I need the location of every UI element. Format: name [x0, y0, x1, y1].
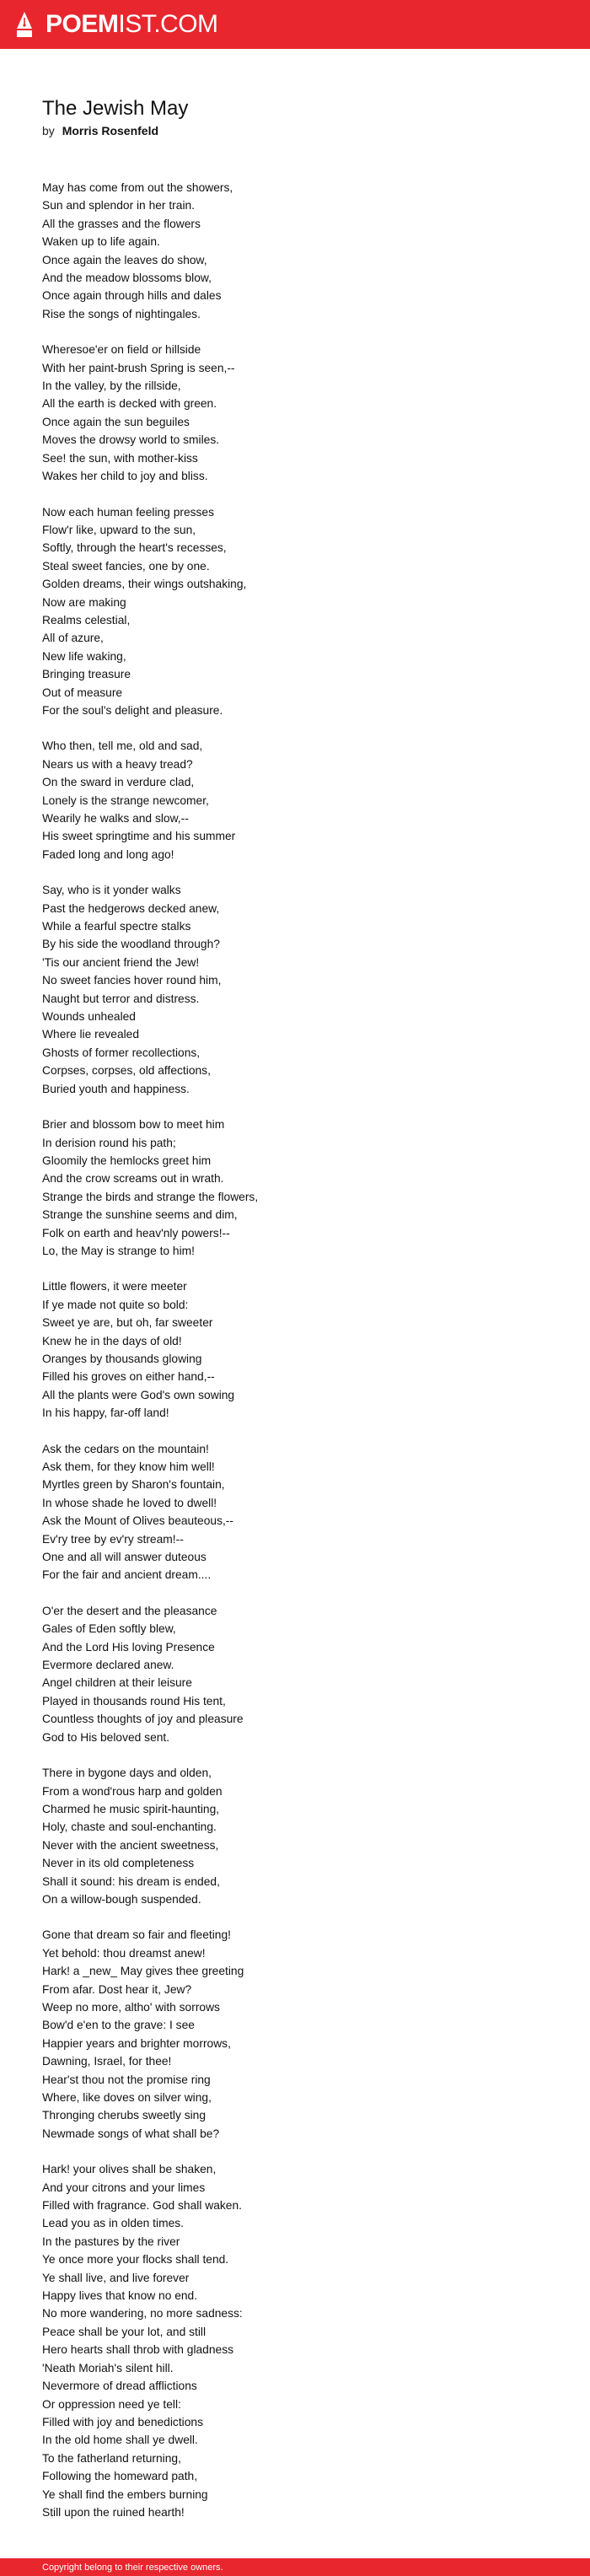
poem-line: Softly, through the heart's recesses,	[42, 541, 227, 555]
poem-line: Thronging cherubs sweetly sing	[42, 2109, 206, 2122]
poem-line: Faded long and long ago!	[42, 847, 174, 861]
poem-line: Flow'r like, upward to the sun,	[42, 523, 196, 536]
poem-line: To the fatherland returning,	[42, 2451, 181, 2465]
poem-line: All of azure,	[42, 632, 104, 645]
site-logo[interactable]	[15, 10, 218, 39]
poem-stanza	[42, 1764, 548, 1908]
poem-line: Ye once more your flocks shall tend.	[42, 2253, 229, 2267]
poem-stanza	[42, 2160, 548, 2521]
poem-line: In his happy, far-off land!	[42, 1406, 169, 1420]
poem-line: Sun and splendor in her train.	[42, 199, 196, 212]
poem-line: Who then, tell me, old and sad,	[42, 739, 203, 753]
poem-line: And the Lord His loving Presence	[42, 1640, 215, 1654]
poem-line: Golden dreams, their wings outshaking,	[42, 578, 247, 591]
poem-line: In the pastures by the river	[42, 2235, 180, 2248]
poem-line: Wearily he walks and slow,--	[42, 812, 189, 825]
poem-line: On the sward in verdure clad,	[42, 776, 195, 789]
poem-line: 'Tis our ancient friend the Jew!	[42, 955, 200, 969]
poem-line: Filled with fragrance. God shall waken.	[42, 2199, 242, 2213]
copyright-text: Copyright belong to their respective owners.	[42, 2562, 223, 2573]
poem-line: Bow'd e'en to the grave: I see	[42, 2019, 195, 2032]
poem-line: Ask them, for they know him well!	[42, 1460, 215, 1473]
poem-line: Still upon the ruined hearth!	[42, 2505, 185, 2519]
poem-line: God to His beloved sent.	[42, 1730, 170, 1744]
poem-stanza	[42, 1116, 548, 1260]
poem-line: While a fearful spectre stalks	[42, 920, 191, 933]
poem-line: Strange the sunshine seems and dim,	[42, 1208, 238, 1222]
poem-line: Never with the ancient sweetness,	[42, 1838, 219, 1852]
poem-line: By his side the woodland through?	[42, 938, 220, 951]
poem-line: Hear'st thou not the promise ring	[42, 2073, 211, 2086]
poem-line: Or oppression need ye tell:	[42, 2397, 181, 2411]
poem-line: May has come from out the showers,	[42, 181, 233, 194]
poem-line: No sweet fancies hover round him,	[42, 974, 222, 987]
poem-line: Wakes her child to joy and bliss.	[42, 470, 208, 483]
poem-line: Steal sweet fancies, one by one.	[42, 559, 210, 573]
poem-line: Say, who is it yonder walks	[42, 884, 181, 897]
poem-line: Ye shall live, and live forever	[42, 2271, 190, 2284]
poem-line: Waken up to life again.	[42, 235, 160, 249]
poem-line: Where lie revealed	[42, 1028, 140, 1041]
poem-line: All the earth is decked with green.	[42, 397, 217, 411]
poem-line: There in bygone days and olden,	[42, 1767, 212, 1780]
poem-line: Hero hearts shall throb with gladness	[42, 2343, 234, 2357]
poem-line: Gone that dream so fair and fleeting!	[42, 1928, 231, 1942]
poem-line: Ghosts of former recollections,	[42, 1046, 201, 1059]
poem-stanza	[42, 1440, 548, 1584]
poem-line: From afar. Dost hear it, Jew?	[42, 1982, 192, 1996]
poem-line: Ask the Mount of Olives beauteous,--	[42, 1514, 233, 1528]
poem-line: Once again the leaves do show,	[42, 253, 207, 266]
poem-line: Evermore declared anew.	[42, 1659, 174, 1672]
poem-line: Wounds unhealed	[42, 1010, 136, 1024]
poem-line: Nevermore of dread afflictions	[42, 2380, 197, 2393]
poem-line: Happier years and brighter morrows,	[42, 2036, 231, 2050]
poem-line: With her paint-brush Spring is seen,--	[42, 361, 235, 374]
poem-line: And your citrons and your limes	[42, 2181, 206, 2194]
poem-line: 'Neath Moriah's silent hill.	[42, 2361, 174, 2374]
poem-line: Shall it sound: his dream is ended,	[42, 1874, 220, 1888]
poem-line: And the crow screams out in wrath.	[42, 1172, 224, 1186]
poem-stanza	[42, 503, 548, 720]
site-footer	[0, 2558, 590, 2576]
poem-line: If ye made not quite so bold:	[42, 1298, 189, 1311]
poem-line: Never in its old completeness	[42, 1857, 195, 1870]
poem-line: In the valley, by the rillside,	[42, 379, 181, 393]
poem-body	[42, 179, 548, 2521]
poem-line: Once again through hills and dales	[42, 289, 222, 303]
poem-line: Strange the birds and strange the flowers,	[42, 1190, 259, 1203]
poem-line: Filled with joy and benedictions	[42, 2415, 203, 2428]
poem-line: From a wond'rous harp and golden	[42, 1784, 223, 1798]
poem-line: See! the sun, with mother-kiss	[42, 451, 198, 465]
poem-line: Newmade songs of what shall be?	[42, 2127, 220, 2140]
poem-line: Filled his groves on either hand,--	[42, 1370, 215, 1384]
poem-line: O'er the desert and the pleasance	[42, 1604, 217, 1617]
author-name[interactable]: Morris Rosenfeld	[62, 124, 159, 137]
poem-line: Gloomily the hemlocks greet him	[42, 1154, 212, 1167]
poem-stanza	[42, 341, 548, 485]
poem-line: Hark! a _new_ May gives thee greeting	[42, 1965, 244, 1978]
poem-line: Corpses, corpses, old affections,	[42, 1064, 211, 1078]
poem-line: Once again the sun beguiles	[42, 415, 190, 428]
site-name: POEMIST.COM	[46, 10, 218, 38]
poem-line: Hark! your olives shall be shaken,	[42, 2163, 217, 2176]
poem-line: Bringing treasure	[42, 668, 131, 681]
poem-line: Lead you as in olden times.	[42, 2217, 184, 2230]
poem-line: Charmed he music spirit-haunting,	[42, 1802, 220, 1815]
poem-line: Ye shall find the embers burning	[42, 2487, 208, 2501]
poem-line: All the plants were God's own sowing	[42, 1388, 235, 1401]
poem-line: Angel children at their leisure	[42, 1676, 192, 1690]
poem-line: Brier and blossom bow to meet him	[42, 1118, 225, 1132]
poem-line: Dawning, Israel, for thee!	[42, 2055, 172, 2068]
poem-line: Nears us with a heavy tread?	[42, 757, 193, 771]
poem-line: Buried youth and happiness.	[42, 1082, 190, 1095]
poem-line: Knew he in the days of old!	[42, 1334, 182, 1347]
poem-title: The Jewish May	[42, 97, 189, 120]
pen-nib-icon	[15, 11, 34, 38]
poem-line: New life waking,	[42, 649, 126, 663]
poem-line: Folk on earth and heav'nly powers!--	[42, 1226, 230, 1240]
poem-line: No more wandering, no more sadness:	[42, 2307, 243, 2321]
site-header	[0, 0, 590, 49]
poem-line: In derision round his path;	[42, 1136, 176, 1149]
poem-line: Happy lives that know no end.	[42, 2289, 198, 2303]
poem-line: Ask the cedars on the mountain!	[42, 1442, 209, 1455]
poem-line: Realms celestial,	[42, 613, 131, 627]
poem-line: Gales of Eden softly blew,	[42, 1622, 176, 1636]
poem-line: One and all will answer duteous	[42, 1551, 206, 1564]
poem-line: Little flowers, it were meeter	[42, 1280, 187, 1293]
poem-stanza	[42, 737, 548, 863]
poem-stanza	[42, 1602, 548, 1746]
poem-line: In the old home shall ye dwell.	[42, 2433, 198, 2447]
byline	[42, 123, 548, 138]
poem-line: Ev'ry tree by ev'ry stream!--	[42, 1532, 184, 1546]
poem-line: Naught but terror and distress.	[42, 992, 200, 1005]
poem-line: His sweet springtime and his summer	[42, 830, 236, 843]
byline-label: by	[42, 124, 55, 137]
poem-line: Yet behold: thou dreamst anew!	[42, 1946, 206, 1960]
poem-content	[42, 96, 548, 2539]
poem-line: Myrtles green by Sharon's fountain,	[42, 1478, 225, 1492]
poem-line: Rise the songs of nightingales.	[42, 307, 201, 320]
poem-line: Out of measure	[42, 686, 123, 699]
poem-line: Lonely is the strange newcomer,	[42, 793, 209, 807]
poem-line: Lo, the May is strange to him!	[42, 1244, 195, 1257]
poem-line: Past the hedgerows decked anew,	[42, 901, 220, 915]
poem-line: Now each human feeling presses	[42, 505, 215, 519]
poem-line: Peace shall be your lot, and still	[42, 2325, 206, 2338]
poem-stanza	[42, 881, 548, 1098]
poem-line: And the meadow blossoms blow,	[42, 272, 212, 285]
poem-line: Following the homeward path,	[42, 2470, 198, 2483]
poem-line: For the soul's delight and pleasure.	[42, 703, 223, 717]
poem-line: Oranges by thousands glowing	[42, 1352, 202, 1365]
poem-stanza	[42, 1277, 548, 1422]
poem-line: All the grasses and the flowers	[42, 217, 201, 230]
poem-line: On a willow-bough suspended.	[42, 1892, 201, 1906]
poem-line: In whose shade he loved to dwell!	[42, 1496, 217, 1509]
poem-line: Sweet ye are, but oh, far sweeter	[42, 1316, 213, 1330]
poem-line: Countless thoughts of joy and pleasure	[42, 1713, 244, 1726]
poem-line: Holy, chaste and soul-enchanting.	[42, 1820, 217, 1834]
poem-line: Wheresoe'er on field or hillside	[42, 343, 201, 357]
poem-line: Now are making	[42, 595, 126, 609]
poem-stanza	[42, 179, 548, 323]
poem-stanza	[42, 1926, 548, 2143]
poem-line: Moves the drowsy world to smiles.	[42, 433, 220, 447]
poem-line: For the fair and ancient dream....	[42, 1568, 212, 1582]
poem-line: Where, like doves on silver wing,	[42, 2091, 212, 2104]
poem-line: Played in thousands round His tent,	[42, 1694, 226, 1707]
poem-line: Weep no more, altho' with sorrows	[42, 2000, 220, 2014]
